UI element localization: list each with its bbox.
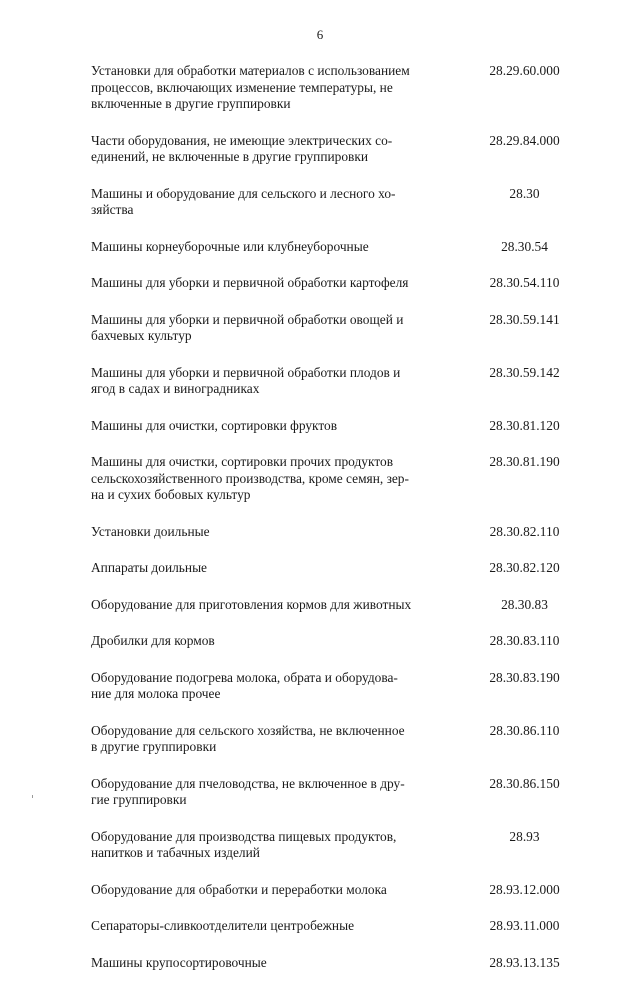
list-item xyxy=(0,454,640,504)
list-item xyxy=(0,882,640,899)
list-item xyxy=(0,63,640,113)
item-description: Оборудование подогрева молока, обрата и оборудова- ние для молока прочее xyxy=(91,669,398,701)
list-item xyxy=(0,133,640,166)
item-description: Оборудование для производства пищевых продуктов, напитков и табачных изделий xyxy=(91,828,397,860)
item-code: 28.29.84.000 xyxy=(489,132,560,148)
list-item xyxy=(0,524,640,541)
item-code: 28.30.54.110 xyxy=(489,275,560,290)
item-code: 28.93 xyxy=(509,828,540,844)
list-item xyxy=(0,776,640,809)
item-description: Дробилки для кормов xyxy=(91,633,215,648)
page-number: 6 xyxy=(316,27,324,42)
list-item xyxy=(0,955,640,972)
item-code: 28.93.11.000 xyxy=(489,918,560,933)
item-code: 28.30.59.141 xyxy=(489,311,560,327)
list-item xyxy=(0,186,640,219)
list-item xyxy=(0,365,640,398)
item-code: 28.93.13.135 xyxy=(489,954,560,970)
item-description: Машины для очистки, сортировки прочих продуктов сельскохозяйственного производства, кроме семян, зер- на и сухих бобовых культур xyxy=(91,454,409,502)
list-item xyxy=(0,418,640,435)
list-item xyxy=(0,560,640,577)
item-description: Машины для уборки и первичной обработки плодов и ягод в садах и виноградниках xyxy=(91,364,401,396)
item-code: 28.30.82.110 xyxy=(489,523,560,539)
item-description: Машины и оборудование для сельского и лесного хо- зяйства xyxy=(91,185,396,217)
item-code: 28.29.60.000 xyxy=(489,63,560,78)
list-item xyxy=(0,633,640,650)
item-code: 28.30.83 xyxy=(501,596,548,612)
item-description: Оборудование для приготовления кормов для животных xyxy=(91,596,412,612)
item-description: Машины для уборки и первичной обработки картофеля xyxy=(91,275,409,290)
item-description: Установки для обработки материалов с использованием процессов, включающих изменение температуры, не включенные в другие группировки xyxy=(91,63,410,111)
list-item xyxy=(0,275,640,292)
item-code: 28.30.83.190 xyxy=(489,669,560,685)
item-code: 28.30.82.120 xyxy=(489,560,560,575)
margin-mark xyxy=(32,795,33,798)
list-item xyxy=(0,312,640,345)
list-item xyxy=(0,723,640,756)
item-description: Сепараторы-сливкоотделители центробежные xyxy=(91,918,355,933)
item-code: 28.93.12.000 xyxy=(489,881,560,897)
item-description: Машины корнеуборочные или клубнеуборочные xyxy=(91,238,369,254)
item-code: 28.30.81.190 xyxy=(489,454,560,469)
list-item xyxy=(0,597,640,614)
item-code: 28.30.81.120 xyxy=(489,417,560,433)
item-description: Оборудование для пчеловодства, не включенное в дру- гие группировки xyxy=(91,775,405,807)
item-code: 28.30.86.110 xyxy=(489,722,560,738)
list-item xyxy=(0,670,640,703)
item-code: 28.30.59.142 xyxy=(489,364,560,380)
item-description: Машины для очистки, сортировки фруктов xyxy=(91,417,338,433)
item-description: Машины крупосортировочные xyxy=(91,954,267,970)
list-item xyxy=(0,239,640,256)
item-code: 28.30.83.110 xyxy=(489,633,560,648)
list-item xyxy=(0,829,640,862)
item-code: 28.30.86.150 xyxy=(489,775,560,791)
item-code: 28.30 xyxy=(509,185,540,201)
item-description: Аппараты доильные xyxy=(91,560,208,575)
item-description: Машины для уборки и первичной обработки овощей и бахчевых культур xyxy=(91,311,404,343)
item-code: 28.30.54 xyxy=(501,238,548,254)
list-item xyxy=(0,918,640,935)
classification-list xyxy=(0,63,640,991)
item-description: Установки доильные xyxy=(91,523,210,539)
item-description: Части оборудования, не имеющие электрических со- единений, не включенные в другие группировки xyxy=(91,132,393,164)
item-description: Оборудование для сельского хозяйства, не включенное в другие группировки xyxy=(91,722,405,754)
item-description: Оборудование для обработки и переработки молока xyxy=(91,881,387,897)
